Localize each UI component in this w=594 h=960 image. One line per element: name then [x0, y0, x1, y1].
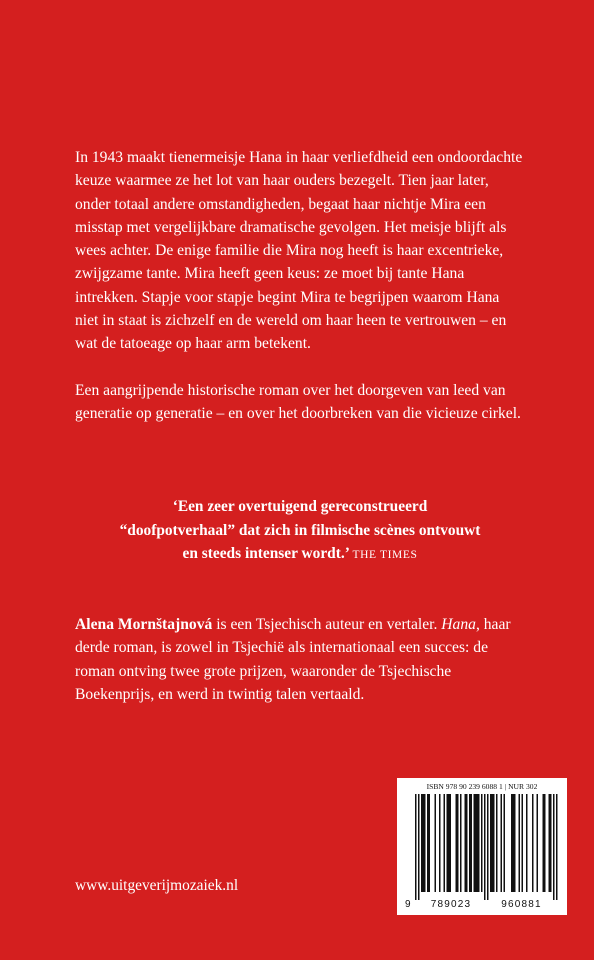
barcode-bar — [466, 794, 468, 892]
barcode-bar — [511, 794, 513, 892]
barcode-digit-first: 9 — [405, 899, 412, 910]
quote-line-3-text: en steeds intenser wordt.’ — [182, 545, 349, 562]
barcode-bar — [471, 794, 473, 892]
barcode-bar — [481, 794, 483, 892]
isbn-label: ISBN 978 90 239 6088 1 | NUR 302 — [426, 782, 538, 791]
quote-line-3 — [75, 542, 525, 568]
barcode-bar — [553, 794, 555, 900]
barcode-bar — [496, 794, 498, 892]
barcode-bar — [423, 794, 425, 892]
barcode-bar — [435, 794, 437, 892]
barcode-bar — [475, 794, 477, 892]
barcode-bar — [493, 794, 495, 892]
barcode-bar — [439, 794, 441, 892]
author-name: Alena Mornštajnová — [75, 616, 213, 633]
quote-line-1: ‘Een zeer overtuigend gereconstrueerd — [172, 498, 428, 515]
barcode-bar — [444, 794, 446, 892]
barcode-bar — [550, 794, 552, 892]
barcode-bar — [504, 794, 506, 892]
barcode-bar — [477, 794, 479, 892]
barcode-bar — [418, 794, 420, 900]
barcode-bar — [526, 794, 528, 892]
barcode-bar — [556, 794, 558, 900]
quote-line-2: “doofpotverhaal” dat zich in filmische scènes ontvouwt — [119, 521, 481, 539]
publisher-website[interactable]: www.uitgeverijmozaiek.nl — [75, 877, 239, 894]
barcode-bar — [474, 794, 476, 892]
barcode-bar — [478, 794, 480, 892]
barcode-bar — [544, 794, 546, 892]
barcode-bar — [543, 794, 545, 892]
barcode-bar — [415, 794, 417, 900]
barcode-bar — [487, 794, 489, 900]
author-bio — [75, 613, 525, 706]
barcode — [403, 794, 561, 910]
barcode-digits-left: 789023 — [430, 899, 472, 910]
book-title: Hana — [441, 616, 476, 633]
blurb — [75, 146, 525, 425]
barcode-digits-right: 960881 — [501, 899, 542, 910]
bio-text-1: is een Tsjechisch auteur en vertaler. — [212, 616, 442, 633]
barcode-bar — [522, 794, 524, 892]
barcode-bar — [447, 794, 449, 892]
quote-source: THE TIMES — [352, 549, 418, 561]
author-bio-text — [75, 613, 525, 706]
blurb-paragraph-1: In 1943 maakt tienermeisje Hana in haar verliefdheid een ondoordachte keuze waarmee ze het lot van haar ouders bezegelt. Tien jaar later, onder totaal andere omstandigheden, begaat haar nichtje Mira een misstap met vergelijkbare dramatische gevolgen. Het meisje blijft als wees achter. De enige familie die Mira nog heeft is haar excentrieke, zwijgzame tante. Mira heeft geen keus: ze moet bij tante Hana intrekken. Stapje voor stapje begint Mira te begrijpen waarom Hana niet in staat is zichzelf en de wereld om haar heen te vertrouwen – en wat de tatoeage op haar arm betekent. — [75, 149, 523, 353]
barcode-bar — [501, 794, 503, 892]
barcode-bar — [484, 794, 486, 900]
barcode-bar — [460, 794, 462, 892]
barcode-bar — [537, 794, 539, 892]
barcode-bar — [465, 794, 467, 892]
blurb-paragraph-2: Een aangrijpende historische roman over het doorgeven van leed van generatie op generatie – en over het doorbreken van die vicieuze cirkel. — [75, 381, 521, 422]
barcode-box — [397, 778, 567, 915]
barcode-bar — [490, 794, 492, 892]
barcode-bar — [469, 794, 471, 892]
barcode-bar — [448, 794, 450, 892]
barcode-bar — [519, 794, 521, 892]
barcode-bar — [492, 794, 494, 892]
review-quote — [75, 495, 525, 568]
barcode-bar — [429, 794, 431, 892]
barcode-bar — [513, 794, 515, 892]
barcode-bar — [532, 794, 534, 892]
barcode-bar — [427, 794, 429, 892]
bio-text-2: , haar derde roman, is zowel in Tsjechië als internationaal een succes: de roman ontving twee grote prijzen, waaronder de Tsjechische Boekenprijs, en werd in twintig talen vertaald. — [75, 616, 511, 703]
barcode-bar — [450, 794, 452, 892]
barcode-bar — [456, 794, 458, 892]
barcode-bar — [421, 794, 423, 892]
barcode-bar — [549, 794, 551, 892]
barcode-bar — [424, 794, 426, 892]
barcode-bar — [514, 794, 516, 892]
barcode-bar — [457, 794, 459, 892]
